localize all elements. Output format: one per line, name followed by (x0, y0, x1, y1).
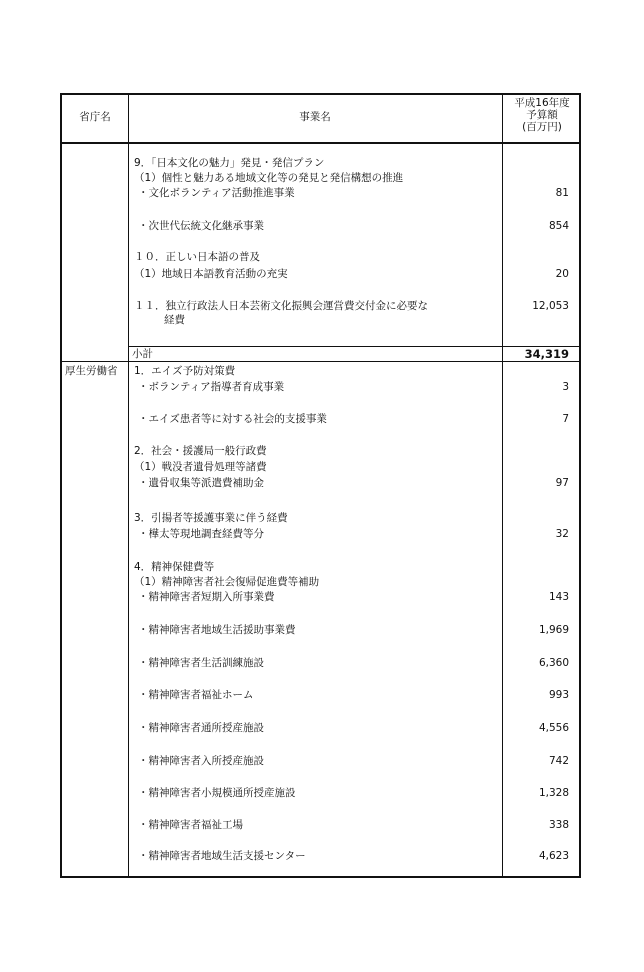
header-budget-line2: 予算額 (526, 109, 558, 121)
header-budget-line1: 平成16年度 (514, 97, 570, 109)
item4-row-value: 4,623 (538, 850, 569, 862)
item4-row-label: ・精神障害者地域生活支援センター (138, 850, 306, 862)
item10-sub1-label: （1）地域日本語教育活動の充実 (134, 268, 288, 280)
item4-row-value: 4,556 (538, 722, 569, 734)
item4-row-value: 1,969 (538, 624, 569, 636)
item11-label-line2: 経費 (164, 314, 185, 326)
item10-sub1-value: 20 (555, 268, 569, 280)
item4-row-label: ・精神障害者入所授産施設 (138, 755, 264, 767)
item1-row2-value: 7 (562, 413, 569, 425)
header-budget-line3: (百万円) (522, 121, 562, 133)
item3-row1-value: 32 (555, 528, 569, 540)
item4-row-label: ・精神障害者福祉ホーム (138, 689, 254, 701)
ministry-name: 厚生労働省 (65, 365, 118, 377)
column-divider-budget (502, 95, 503, 876)
item2-row1-value: 97 (555, 477, 569, 489)
item4-row-label: ・精神障害者小規模通所授産施設 (138, 787, 296, 799)
item1-title: 1．エイズ予防対策費 (134, 365, 236, 377)
item11-label-line1: １１．独立行政法人日本芸術文化振興会運営費交付金に必要な (134, 300, 428, 312)
item4-row-value: 1,328 (538, 787, 569, 799)
item2-row1-label: ・遺骨収集等派遣費補助金 (138, 477, 264, 489)
subtotal-value: 34,319 (524, 347, 569, 361)
item4-title: 4．精神保健費等 (134, 561, 215, 573)
item4-row-value: 993 (548, 689, 569, 701)
item2-title: 2．社会・援護局一般行政費 (134, 445, 267, 457)
item10-title: １０．正しい日本語の普及 (134, 251, 260, 263)
item1-row2-label: ・エイズ患者等に対する社会的支援事業 (138, 413, 327, 425)
item4-row-value: 143 (548, 591, 569, 603)
header-project: 事業名 (299, 111, 331, 123)
item4-row-value: 742 (548, 755, 569, 767)
item11-value: 12,053 (532, 300, 569, 312)
header-divider (62, 142, 579, 144)
item3-row1-label: ・樺太等現地調査経費等分 (138, 528, 264, 540)
item4-row-label: ・精神障害者短期入所事業費 (138, 591, 275, 603)
item9-subtitle: （1）個性と魅力ある地域文化等の発見と発信構想の推進 (134, 172, 404, 184)
subtotal-top-line (128, 346, 579, 347)
item4-row-label: ・精神障害者生活訓練施設 (138, 657, 264, 669)
item9-title: 9．「日本文化の魅力」発見・発信プラン (134, 157, 325, 169)
item2-subtitle: （1）戦没者遺骨処理等諸費 (134, 461, 267, 473)
item1-row1-value: 3 (562, 381, 569, 393)
item4-row-label: ・精神障害者福祉工場 (138, 819, 243, 831)
item3-title: 3．引揚者等援護事業に伴う経費 (134, 512, 288, 524)
item9-row2-label: ・次世代伝統文化継承事業 (138, 220, 264, 232)
budget-table (60, 93, 581, 878)
item4-row-label: ・精神障害者通所授産施設 (138, 722, 264, 734)
item4-row-value: 338 (548, 819, 569, 831)
item4-subtitle: （1）精神障害者社会復帰促進費等補助 (134, 576, 320, 588)
subtotal-label: 小計 (132, 348, 153, 360)
column-divider-ministry (128, 95, 129, 876)
item9-row2-value: 854 (548, 220, 569, 232)
item4-row-value: 6,360 (538, 657, 569, 669)
header-ministry: 省庁名 (79, 111, 111, 123)
item9-row1-label: ・文化ボランティア活動推進事業 (138, 187, 295, 199)
item1-row1-label: ・ボランティア指導者育成事業 (138, 381, 285, 393)
item4-row-label: ・精神障害者地域生活援助事業費 (138, 624, 296, 636)
item9-row1-value: 81 (555, 187, 569, 199)
subtotal-bottom-line (62, 361, 579, 362)
